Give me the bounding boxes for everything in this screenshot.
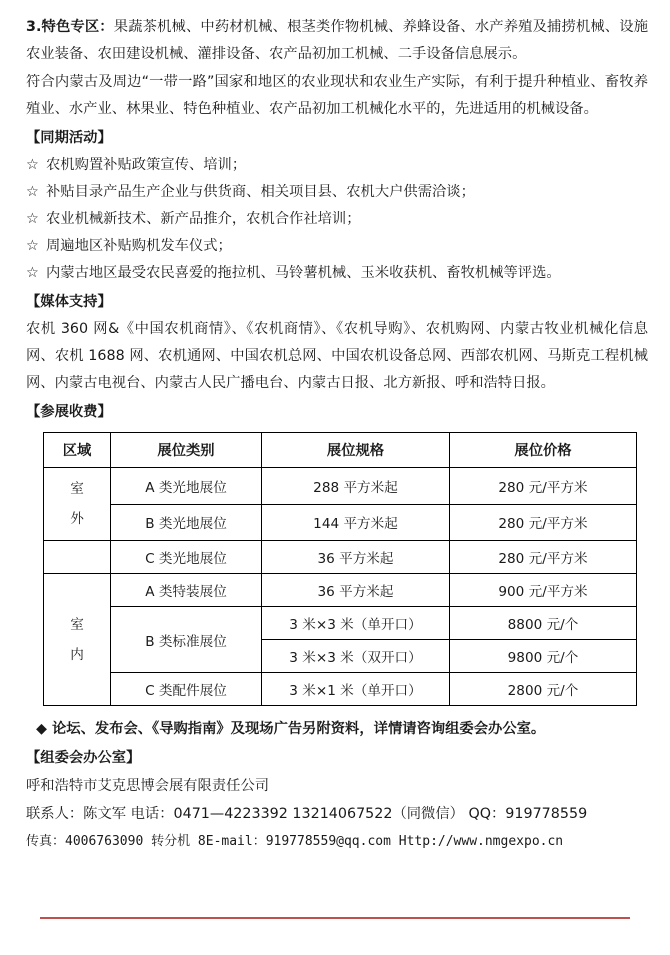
table-row (44, 574, 637, 607)
activity-item (26, 152, 648, 179)
cell-spec: 3 米×3 米（双开口） (262, 640, 450, 673)
cell-spec: 3 米×3 米（单开口） (262, 607, 450, 640)
activity-item (26, 260, 648, 287)
cell-category: B 类光地展位 (111, 504, 262, 541)
cell-price: 9800 元/个 (450, 640, 637, 673)
zone-indoor-label (44, 574, 111, 706)
zone-outdoor-label (44, 468, 111, 541)
cell-price: 8800 元/个 (450, 607, 637, 640)
table-row (44, 468, 637, 505)
star-icon: ☆ (26, 265, 39, 281)
star-icon: ☆ (26, 211, 39, 227)
media-support-heading: 【媒体支持】 (26, 294, 112, 310)
activity-text: 补贴目录产品生产企业与供货商、相关项目县、农机大户供需洽谈； (46, 184, 475, 200)
activity-text: 农业机械新技术、新产品推介，农机合作社培训； (46, 211, 361, 227)
special-zone-body: 果蔬茶机械、中药材机械、根茎类作物机械、养蜂设备、水产养殖及捕捞机械、设施农业装备、农田建设机械、灌排设备、农产品初加工机械、二手设备信息展示。 (26, 19, 648, 62)
col-header-price: 展位价格 (450, 433, 637, 468)
activity-item (26, 206, 648, 233)
special-zone-label: 3.特色专区： (26, 19, 114, 35)
table-header-row (44, 433, 637, 468)
star-icon: ☆ (26, 184, 39, 200)
col-header-zone: 区域 (44, 433, 111, 468)
cell-category: A 类光地展位 (111, 468, 262, 505)
zone-outdoor-char2: 外 (70, 511, 84, 527)
cell-price: 280 元/平方米 (450, 541, 637, 574)
activity-text: 周遍地区补贴购机发车仪式； (46, 238, 232, 254)
activity-item (26, 233, 648, 260)
cell-price: 280 元/平方米 (450, 468, 637, 505)
section-special-zone (26, 14, 648, 68)
star-icon: ☆ (26, 238, 39, 254)
cell-category: B 类标准展位 (111, 607, 262, 673)
zone-indoor-char1: 室 (70, 616, 84, 633)
col-header-category: 展位类别 (111, 433, 262, 468)
cell-price: 2800 元/个 (450, 673, 637, 706)
table-row (44, 607, 637, 640)
media-support-body: 农机 360 网&《中国农机商情》、《农机商情》、《农机导购》、农机购网、内蒙古牧业机械化信息网、农机 1688 网、农机通网、中国农机总网、中国农机设备总网、西部农机网、马斯克工程机械网、内蒙古电视台、内蒙古人民广播电台、内蒙古日报、北方新报、呼和浩特日报。 (26, 321, 648, 391)
activity-text: 内蒙古地区最受农民喜爱的拖拉机、马铃薯机械、玉米收获机、畜牧机械等评选。 (46, 265, 561, 281)
organizer-company: 呼和浩特市艾克思博会展有限责任公司 (26, 778, 270, 794)
cell-spec: 288 平方米起 (262, 468, 450, 505)
cell-price: 280 元/平方米 (450, 504, 637, 541)
organizer-contact-line: 联系人：陈文军 电话：0471—4223392 13214067522（同微信） QQ：919778559 (26, 806, 588, 822)
activity-item (26, 179, 648, 206)
cell-category: C 类光地展位 (111, 541, 262, 574)
star-icon: ☆ (26, 157, 39, 173)
table-row (44, 673, 637, 706)
organizer-fax-line: 传真：4006763090 转分机 8E-mail：919778559@qq.com Http://www.nmgexpo.cn (26, 834, 564, 849)
fee-table (43, 432, 637, 706)
table-row (44, 504, 637, 541)
cell-price: 900 元/平方米 (450, 574, 637, 607)
table-row (44, 541, 637, 574)
cell-spec: 36 平方米起 (262, 574, 450, 607)
concurrent-activities-heading: 【同期活动】 (26, 130, 112, 146)
organizer-heading: 【组委会办公室】 (26, 750, 141, 766)
forum-note: ◆ 论坛、发布会、《导购指南》及现场广告另附资料，详情请咨询组委会办公室。 (36, 721, 546, 737)
activity-text: 农机购置补贴政策宣传、培训； (46, 157, 247, 173)
footer-divider (40, 917, 630, 919)
zone-indoor-char2: 内 (70, 646, 84, 663)
cell-category: A 类特装展位 (111, 574, 262, 607)
fee-heading: 【参展收费】 (26, 404, 112, 420)
cell-spec: 36 平方米起 (262, 541, 450, 574)
cell-spec: 144 平方米起 (262, 504, 450, 541)
zone-outdoor-char1: 室 (70, 481, 84, 497)
col-header-spec: 展位规格 (262, 433, 450, 468)
zone-outdoor-spacer (44, 541, 111, 574)
cell-spec: 3 米×1 米（单开口） (262, 673, 450, 706)
intro-paragraph: 符合内蒙古及周边“一带一路”国家和地区的农业现状和农业生产实际，有利于提升种植业、畜牧养殖业、水产业、林果业、特色种植业、农产品初加工机械化水平的，先进适用的机械设备。 (26, 74, 648, 117)
cell-category: C 类配件展位 (111, 673, 262, 706)
